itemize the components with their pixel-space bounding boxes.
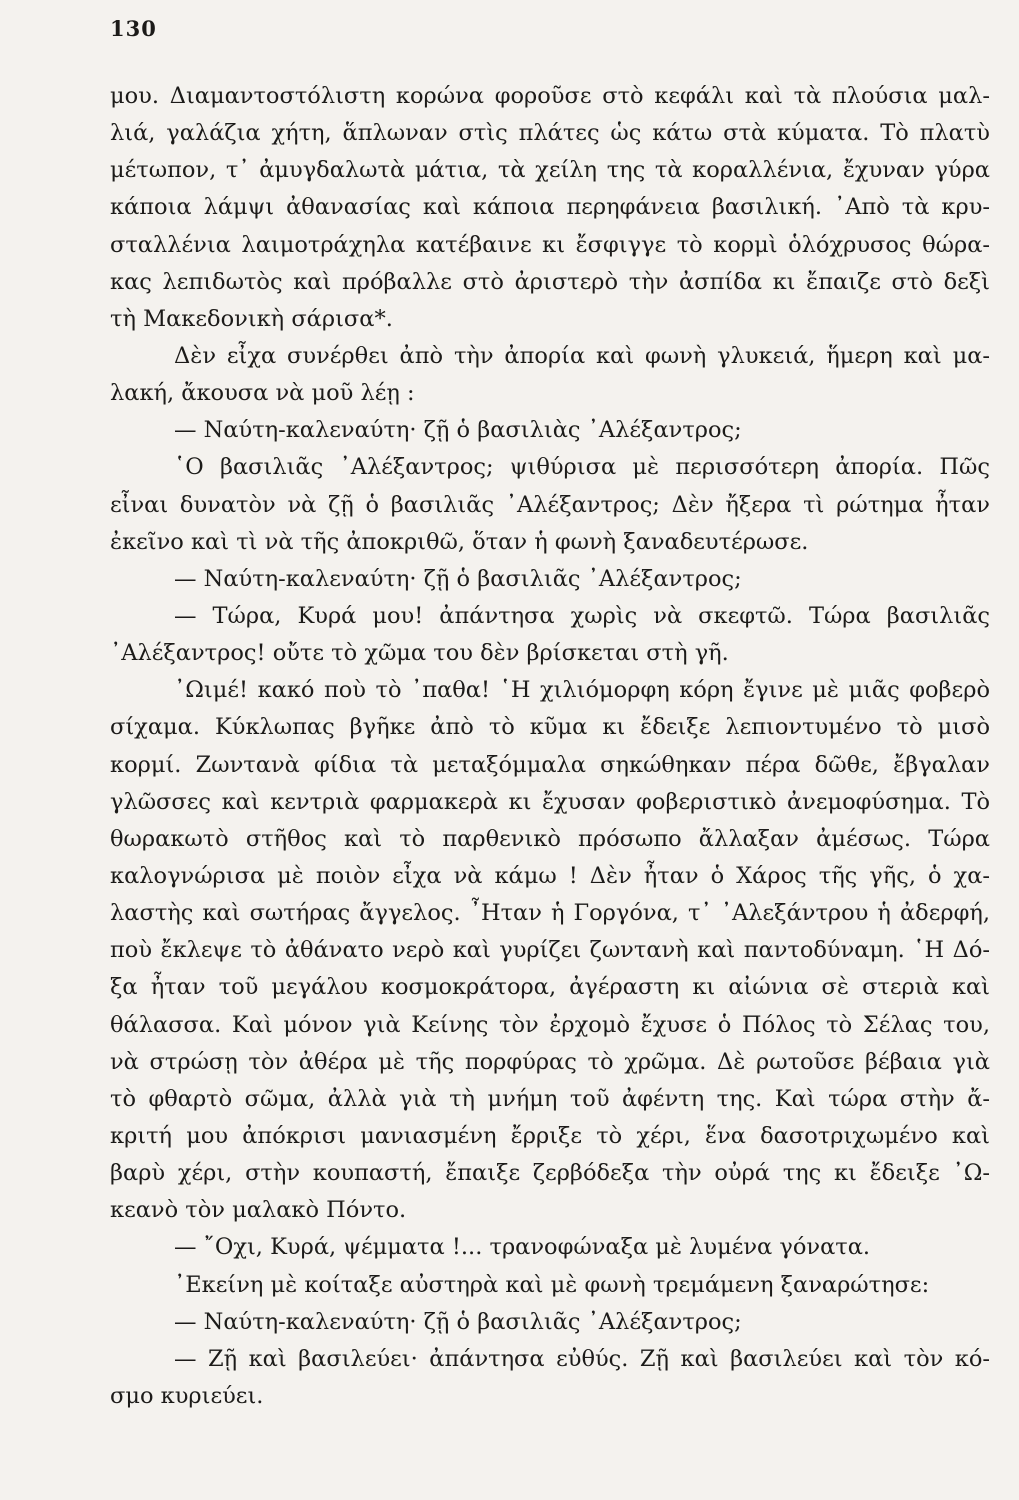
text-line: κας λεπιδωτὸς καὶ πρόβαλλε στὸ ἀριστερὸ τὴν ἀσπίδα κι ἔπαιζε στὸ δεξὶ — [110, 268, 990, 295]
text-line: Δὲν εἶχα συνέρθει ἀπὸ τὴν ἀπορία καὶ φωνὴ γλυκειά, ἥμερη καὶ μα- — [174, 342, 990, 369]
text-line: ᾿Ωιμέ! κακό ποὺ τὸ ᾿παθα! ῾Η χιλιόμορφη κόρη ἔγινε μὲ μιᾶς φοβερὸ — [174, 677, 990, 704]
text-line: γλῶσσες καὶ κεντριὰ φαρμακερὰ κι ἔχυσαν φοβεριστικὸ ἀνεμοφύσημα. Τὸ — [110, 788, 990, 815]
text-line: λακή, ἄκουσα νὰ μοῦ λέῃ : — [110, 380, 415, 407]
text-line: θάλασσα. Καὶ μόνον γιὰ Κείνης τὸν ἐρχομὸ ἔχυσε ὁ Πόλος τὸ Σέλας του, — [110, 1011, 990, 1038]
text-line: ᾿Εκείνη μὲ κοίταξε αὐστηρὰ καὶ μὲ φωνὴ τρεμάμενη ξαναρώτησε: — [174, 1271, 930, 1298]
body-text — [110, 78, 990, 1415]
text-line: — Ζῇ καὶ βασιλεύει· ἀπάντησα εὐθύς. Ζῇ καὶ βασιλεύει καὶ τὸν κό- — [174, 1345, 990, 1372]
text-line: — ῎Οχι, Κυρά, ψέμματα !... τρανοφώναξα μὲ λυμένα γόνατα. — [174, 1234, 871, 1261]
text-line: — Ναύτη-καλεναύτη· ζῇ ὁ βασιλιὰς ᾿Αλέξαντρος; — [174, 417, 742, 444]
text-line: κριτή μου ἀπόκρισι μανιασμένη ἔρριξε τὸ χέρι, ἕνα δασοτριχωμένο καὶ — [110, 1122, 990, 1149]
text-line: κάποια λάμψι ἀθανασίας καὶ κάποια περηφάνεια βασιλική. ᾿Απὸ τὰ κρυ- — [110, 194, 990, 221]
text-line: καλογνώρισα μὲ ποιὸν εἶχα νὰ κάμω ! Δὲν ἦταν ὁ Χάρος τῆς γῆς, ὁ χα- — [110, 862, 990, 889]
text-line: λαστὴς καὶ σωτήρας ἄγγελος. ῏Ηταν ἡ Γοργόνα, τ᾿ ᾿Αλεξάντρου ἡ ἀδερφή, — [110, 900, 990, 927]
text-line: ξα ἦταν τοῦ μεγάλου κοσμοκράτορα, ἀγέραστη κι αἰώνια σὲ στεριὰ καὶ — [110, 974, 990, 1001]
text-line: ῾Ο βασιλιᾶς ᾿Αλέξαντρος; ψιθύρισα μὲ περισσότερη ἀπορία. Πῶς — [174, 454, 990, 481]
text-line: — Τώρα, Κυρά μου! ἀπάντησα χωρὶς νὰ σκεφτῶ. Τώρα βασιλιᾶς — [174, 602, 990, 629]
text-line: — Ναύτη-καλεναύτη· ζῇ ὁ βασιλιᾶς ᾿Αλέξαντρος; — [174, 565, 742, 592]
text-line: μου. Διαμαντοστόλιστη κορώνα φοροῦσε στὸ κεφάλι καὶ τὰ πλούσια μαλ- — [110, 83, 990, 109]
text-line: νὰ στρώσῃ τὸν ἀθέρα μὲ τῆς πορφύρας τὸ χρῶμα. Δὲ ρωτοῦσε βέβαια γιὰ — [110, 1048, 990, 1075]
text-line: λιά, γαλάζια χήτη, ἅπλωναν στὶς πλάτες ὡς κάτω στὰ κύματα. Τὸ πλατὺ — [110, 120, 990, 147]
text-line: εἶναι δυνατὸν νὰ ζῇ ὁ βασιλιᾶς ᾿Αλέξαντρος; Δὲν ἤξερα τὶ ρώτημα ἦταν — [110, 491, 990, 518]
text-line: θωρακωτὸ στῆθος καὶ τὸ παρθενικὸ πρόσωπο ἄλλαξαν ἀμέσως. Τώρα — [110, 825, 990, 852]
text-line: ποὺ ἔκλεψε τὸ ἀθάνατο νερὸ καὶ γυρίζει ζωντανὴ καὶ παντοδύναμη. ῾Η Δό- — [110, 937, 990, 964]
text-line: μέτωπον, τ᾿ ἀμυγδαλωτὰ μάτια, τὰ χείλη της τὰ κοραλλένια, ἔχυναν γύρα — [110, 157, 990, 184]
text-line: σμο κυριεύει. — [110, 1382, 264, 1409]
text-line: τὸ φθαρτὸ σῶμα, ἀλλὰ γιὰ τὴ μνήμη τοῦ ἀφέντη της. Καὶ τώρα στὴν ἄ- — [110, 1085, 990, 1112]
text-line: σταλλένια λαιμοτράχηλα κατέβαινε κι ἔσφιγγε τὸ κορμὶ ὁλόχρυσος θώρα- — [110, 231, 990, 258]
text-line: ᾿Αλέξαντρος! οὔτε τὸ χῶμα του δὲν βρίσκεται στὴ γῆ. — [110, 640, 729, 667]
text-line: σίχαμα. Κύκλωπας βγῆκε ἀπὸ τὸ κῦμα κι ἔδειξε λεπιοντυμένο τὸ μισὸ — [110, 714, 990, 741]
text-line: κορμί. Ζωντανὰ φίδια τὰ μεταξόμμαλα σηκώθηκαν πέρα δῶθε, ἔβγαλαν — [110, 751, 990, 778]
text-line: κεανὸ τὸν μαλακὸ Πόντο. — [110, 1197, 407, 1224]
text-line: τὴ Μακεδονικὴ σάρισα*. — [110, 305, 393, 332]
text-line: βαρὺ χέρι, στὴν κουπαστή, ἔπαιξε ζερβόδεξα τὴν οὐρά της κι ἔδειξε ᾿Ω- — [110, 1160, 990, 1187]
text-line: ἐκεῖνο καὶ τὶ νὰ τῆς ἀποκριθῶ, ὅταν ἡ φωνὴ ξαναδευτέρωσε. — [110, 528, 809, 555]
page-number: 130 — [110, 16, 157, 41]
text-line: — Ναύτη-καλεναύτη· ζῇ ὁ βασιλιᾶς ᾿Αλέξαντρος; — [174, 1308, 742, 1335]
